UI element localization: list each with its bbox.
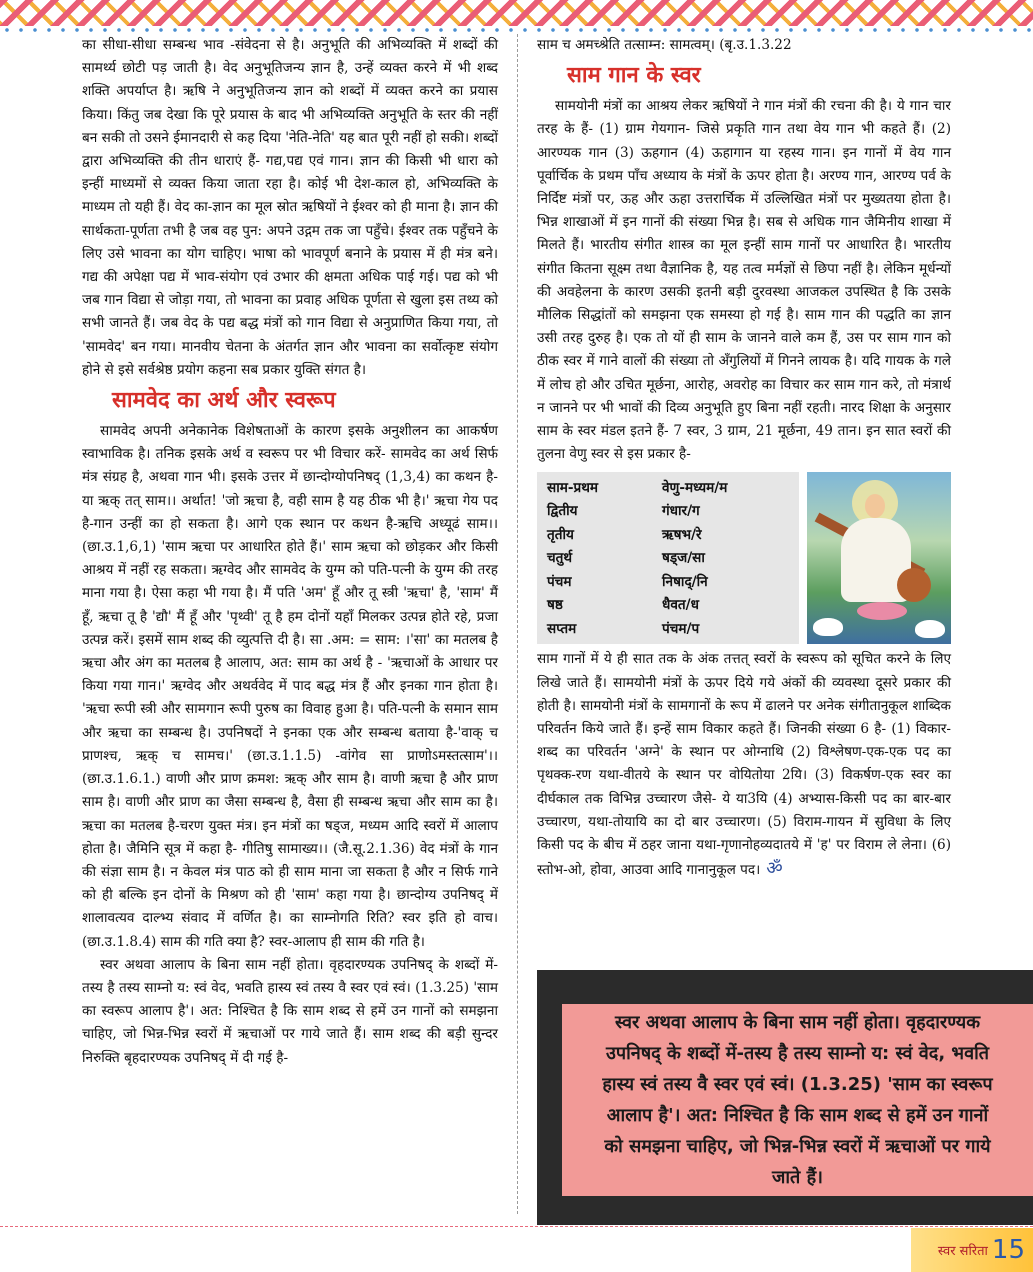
right-top-line: साम च अमच्श्रेति तत्साम्न: सामत्वम्। (बृ.उ.1.3.22 [537,37,792,53]
swan-shape [813,618,843,636]
decorative-top-border [0,0,1033,26]
pull-quote-frame [537,970,1033,1225]
pull-quote-box [562,1004,1033,1196]
venu-swar: धैवत/ध [662,597,699,614]
left-column [82,34,498,1070]
saam-swar: साम-प्रथम [547,479,599,496]
lotus-shape [857,602,907,620]
swar-row [537,523,799,547]
swar-comparison-block [537,472,951,644]
veena-bowl-shape [897,568,931,602]
right-paragraph-2-text: साम गानों में ये ही सात तक के अंक तत्तत् स्वरों के स्वरूप को सूचित करने के लिए लिखे जाते हैं। सामयोनी मंत्रों के ऊपर दिये गये अंकों की व्यवस्था दूसरे प्रकार की होती है। सामयोनी मंत्रों के सामगानों के रूप में ढालने पर अनेक संगीतानुकूल शाब्दिक परिवर्तन किये जाते हैं। इन्हें साम विकार कहते हैं। जिनकी संख्या 6 है- (1) विकार-शब्द का परिवर्तन 'अग्ने' के स्थान पर ओग्नाथि (2) विश्लेषण-एक-एक पद का पृथक्क-रण यथा-वीतये के स्थान पर वोयितोया 2यि। (3) विकर्षण-एक स्वर का दीर्घकाल तक विभिन्न उच्चारण जैसे- ये या3यि (4) अभ्यास-किसी पद का बार-बार उच्चारण, यथा-तोयायि का दो बार उच्चारण। (5) विराम-गायन में सुविधा के लिए किसी पद के बीच में ठहर जाना यथा-गृणानोहव्यदातये में 'ह' पर विराम ले लेना। (6) स्तोभ-ओ, होवा, आउवा आदि गानानुकूल पद। [537,651,951,879]
swar-row [537,570,799,594]
venu-swar: निषाद्/नि [662,573,708,590]
right-column [537,34,951,882]
swar-row [537,476,799,500]
pull-quote-text: स्वर अथवा आलाप के बिना साम नहीं होता। वृहदारण्यक उपनिषद् के शब्दों में-तस्य है तस्य साम्नो य: स्वं वेद, भवति हास्य स्वं तस्य वै स्वर एवं स्वं। (1.3.25) 'साम का स्वरूप आलाप है'। अत: निश्चित है कि साम शब्द से हमें उन गानों को समझना चाहिए, जो भिन्न-भिन्न स्वरों में ऋचाओं पर गाये जाते हैं। [602,1012,993,1188]
decorative-dot-row [0,26,1033,34]
venu-swar: ऋषभ/रे [662,526,702,543]
left-paragraph-1: का सीधा-सीधा सम्बन्ध भाव -संवेदना से है। अनुभूति की अभिव्यक्ति में शब्दों की सामर्थ्य छोटी पड़ जाती है। वेद अनुभूतिजन्य ज्ञान है, उन्हें व्यक्त करने में भी शब्द शक्ति अपर्याप्त है। ऋषि ने अनुभूतिजन्य ज्ञान को शब्दों में व्यक्त करने का प्रयास किया। किंतु जब देखा कि पूरे प्रयास के बाद भी अभिव्यक्ति अनुभूति के स्तर की नहीं बन सकी तो उसने ईमानदारी से कह दिया 'नेति-नेति' यह बात पूरी नहीं हो सकी। शब्दों द्वारा अभिव्यक्ति की तीन धाराएं हैं- गद्य,पद्य एवं गान। ज्ञान की किसी भी धारा को इन्हीं माध्यमों से व्यक्त किया जाता रहा है। कोई भी देश-काल हो, अभिव्यक्ति के माध्यम तो यही हैं। वेद का-ज्ञान का मूल स्रोत ऋषियों ने ईश्वर को ही माना है। ज्ञान की सार्थकता-पूर्णता तभी है जब वह पुन: अपने उद्गम तक जा पहुँचे। ईश्वर तक पहुँचने के लिए उसे भावना का योग चाहिए। भाषा को भावपूर्ण बनाने के प्रयास में ही मंत्र बने। गद्य की अपेक्षा पद्य में भाव-संयोग एवं उभार की क्षमता अधिक पाई गई। पद्य को भी जब गान विद्या से जोड़ा गया, तो भावना का प्रवाह अधिक पूर्णता से खुला इस तथ्य को सभी जानते हैं। जब वेद के पद्य बद्ध मंत्रों को गान विद्या से अनुप्राणित किया गया, तो 'सामवेद' बन गया। मानवीय चेतना के अंतर्गत ज्ञान और भावना का सर्वोत्कृष्ट संयोग होने से इसे सर्वश्रेष्ठ प्रयोग कहना सब प्रकार युक्ति संगत है। [82,37,498,378]
saam-swar: षष्ठ [547,597,563,614]
swar-row [537,594,799,618]
left-paragraph-2: सामवेद अपनी अनेकानेक विशेषताओं के कारण इसके अनुशीलन का आकर्षण स्वाभाविक है। तनिक इसके अर्थ व स्वरूप पर भी विचार करें- सामवेद का अर्थ सिर्फ मंत्र संग्रह है, अथवा गान भी। इसके उत्तर में छान्दोग्योपनिषद् (1,3,4) का कथन है- या ऋक् तत् साम।। अर्थात! 'जो ऋचा है, वही साम है यह ठीक भी है।' ऋचा गेय पद है-गान उन्हीं का हो सकता है। आगे एक स्थान पर कथन है-ऋचि अध्यूढं साम।। (छा.उ.1,6,1) 'साम ऋचा पर आधारित होते हैं।' साम ऋचा को छोड़कर और किसी आश्रय में नहीं रह सकता। ऋग्वेद और सामवेद के युग्म को पति-पत्नी के युग्म की तरह माना गया है। ऐसा कहा भी गया है। मैं पति 'अम' हूँ और तू स्त्री 'ऋचा' है, 'साम' मैं हूँ, ऋचा तू है 'द्यौ' मैं हूँ और 'पृथ्वी' तू है हम दोनों यहाँ मिलकर उत्पन्न होते रहे, प्रजा उत्पन्न करें। इसमें साम शब्द की व्युत्पत्ति दी है। सा .अम: = साम: ।'सा' का मतलब है ऋचा और अंग का मतलब है आलाप, अत: साम का अर्थ है - 'ऋचाओं के आधार पर किया गया गान।' ऋग्वेद और अथर्ववेद में पाद बद्ध मंत्र हैं और इनका गान होता है। 'ऋचा रूपी स्त्री और सामगान रूपी पुरुष का विवाह हुआ है। पति-पत्नी के समान साम और ऋचा का सम्बन्ध है। उपनिषदों ने इनका एक और सम्बन्ध बताया है-'वाक् च प्राणश्च, ऋक् च सामच।' (छा.उ.1.1.5) -वांगेव सा प्राणोऽमस्तत्साम'।। (छा.उ.1.6.1.) वाणी और प्राण क्रमश: ऋक् और साम है। वाणी ऋचा है और प्राण साम है। वाणी और प्राण का जैसा सम्बन्ध है, वैसा ही सम्बन्ध ऋचा और साम का है। ऋचा का मतलब है-चरण युक्त मंत्र। इन मंत्रों का षड्ज, मध्यम आदि स्वरों में आलाप होता है। जैमिनि सूत्र में कहा है- गीतिषु सामाख्य।। (जै.सू.2.1.36) वेद मंत्रों के गान की संज्ञा साम है। न केवल मंत्र पाठ को ही साम माना जा सकता है और न सिर्फ गाने को ही बल्कि इन दोनों के मिश्रण को ही 'साम' कहा गया है। छान्दोग्य उपनिषद् में शालावत्यव दाल्भ्य संवाद में वर्णित है। का साम्नोगति रिति? स्वर इति हो वाच। (छा.उ.1.8.4) साम की गति क्या है? स्वर-आलाप ही साम की गति है। [82,423,498,950]
page-footer [911,1228,1033,1272]
swar-row [537,617,799,641]
section-heading-saam-gaan: साम गान के स्वर [567,63,701,89]
column-divider [517,34,518,1214]
saam-swar: चतुर्थ [547,550,573,567]
venu-swar: षड्ज/सा [662,550,705,567]
left-paragraph-3: स्वर अथवा आलाप के बिना साम नहीं होता। वृहदारण्यक उपनिषद् के शब्दों में-तस्य है तस्य साम्नो य: स्वं वेद, भवति हास्य स्वं तस्य वै स्वर एवं स्वं। (1.3.25) 'साम का स्वरूप आलाप है'। अत: निश्चित है कि साम शब्द से हमें उन गानों को समझना चाहिए, जो भिन्न-भिन्न स्वरों में ऋचाओं पर गाये जाते हैं। साम शब्द की बड़ी सुन्दर निरुक्ति बृहदारण्यक उपनिषद् में दी गई है- [82,956,498,1066]
venu-swar: गंधार/ग [662,503,700,520]
right-paragraph-2 [537,648,951,882]
swar-table [537,472,799,644]
venu-swar: वेणु-मध्यम/म [662,479,728,496]
section-heading-samaveda-meaning: सामवेद का अर्थ और स्वरूप [112,388,336,414]
saam-swar: द्वितीय [547,503,578,520]
right-paragraph-1: सामयोनी मंत्रों का आश्रय लेकर ऋषियों ने गान मंत्रों की रचना की है। ये गान चार तरह के हैं- (1) ग्राम गेयगान- जिसे प्रकृति गान तथा वेय गान भी कहते हैं। (2) आरण्यक गान (3) ऊहगान (4) ऊहागान या रहस्य गान। इन गानों में वेय गान पूर्वार्चिक के प्रथम पाँच अध्याय के मंत्रों के ऊपर होता है। अरण्य गान, आरण्य पर्व के निर्दिष्ट मंत्रों पर, ऊह और ऊहा उत्तरार्चिक में उल्लिखित मंत्रों पर मुख्यतया होता है। भिन्न शाखाओं में इन गानों की संख्या भिन्न है। सब से अधिक गान जैमिनीय शाखा में मिलते हैं। भारतीय संगीत शास्त्र का मूल इन्हीं साम गानों पर आधारित है। भारतीय संगीत कितना सूक्ष्म तथा वैज्ञानिक है, यह तत्व मर्मज्ञों से छिपा नहीं है। लेकिन मूर्धन्यों की अवहेलना के कारण उसकी इतनी बड़ी दुरवस्था आजकल उपस्थित है कि उसके मौलिक सिद्धांतों को समझना एक समस्या हो गई है। साम गान की पद्धति का ज्ञान उसी तरह दुरुह है। एक तो यों ही साम के जानने वाले कम हैं, उस पर साम गान को ठीक स्वर में गाने वालों की संख्या तो अँगुलियों में गिनने लायक है। यदि गायक के गले में लोच हो और उचित मूर्छना, आरोह, अवरोह का विचार कर साम गान करे, तो मंत्रार्थ न जानने पर भी भावों की दिव्य अनुभूति हुए बिना नहीं रहती। नारद शिक्षा के अनुसार साम के स्वर मंडल इतने हैं- 7 स्वर, 3 ग्राम, 21 मूर्छना, 49 तान। इन सात स्वरों की तुलना वेणु स्वर से इस प्रकार है- [537,98,951,463]
magazine-name: स्वर सरिता [937,1244,988,1259]
saam-swar: सप्तम [547,620,577,637]
saam-swar: तृतीय [547,526,574,543]
venu-swar: पंचम/प [662,620,700,637]
bottom-rule [0,1226,1033,1227]
saam-swar: पंचम [547,573,572,590]
swar-row [537,547,799,571]
om-end-mark-icon: ॐ [766,858,783,880]
swan-shape [915,620,945,638]
swar-row [537,500,799,524]
page-number: 15 [991,1235,1025,1265]
sarasvati-image [807,472,951,644]
